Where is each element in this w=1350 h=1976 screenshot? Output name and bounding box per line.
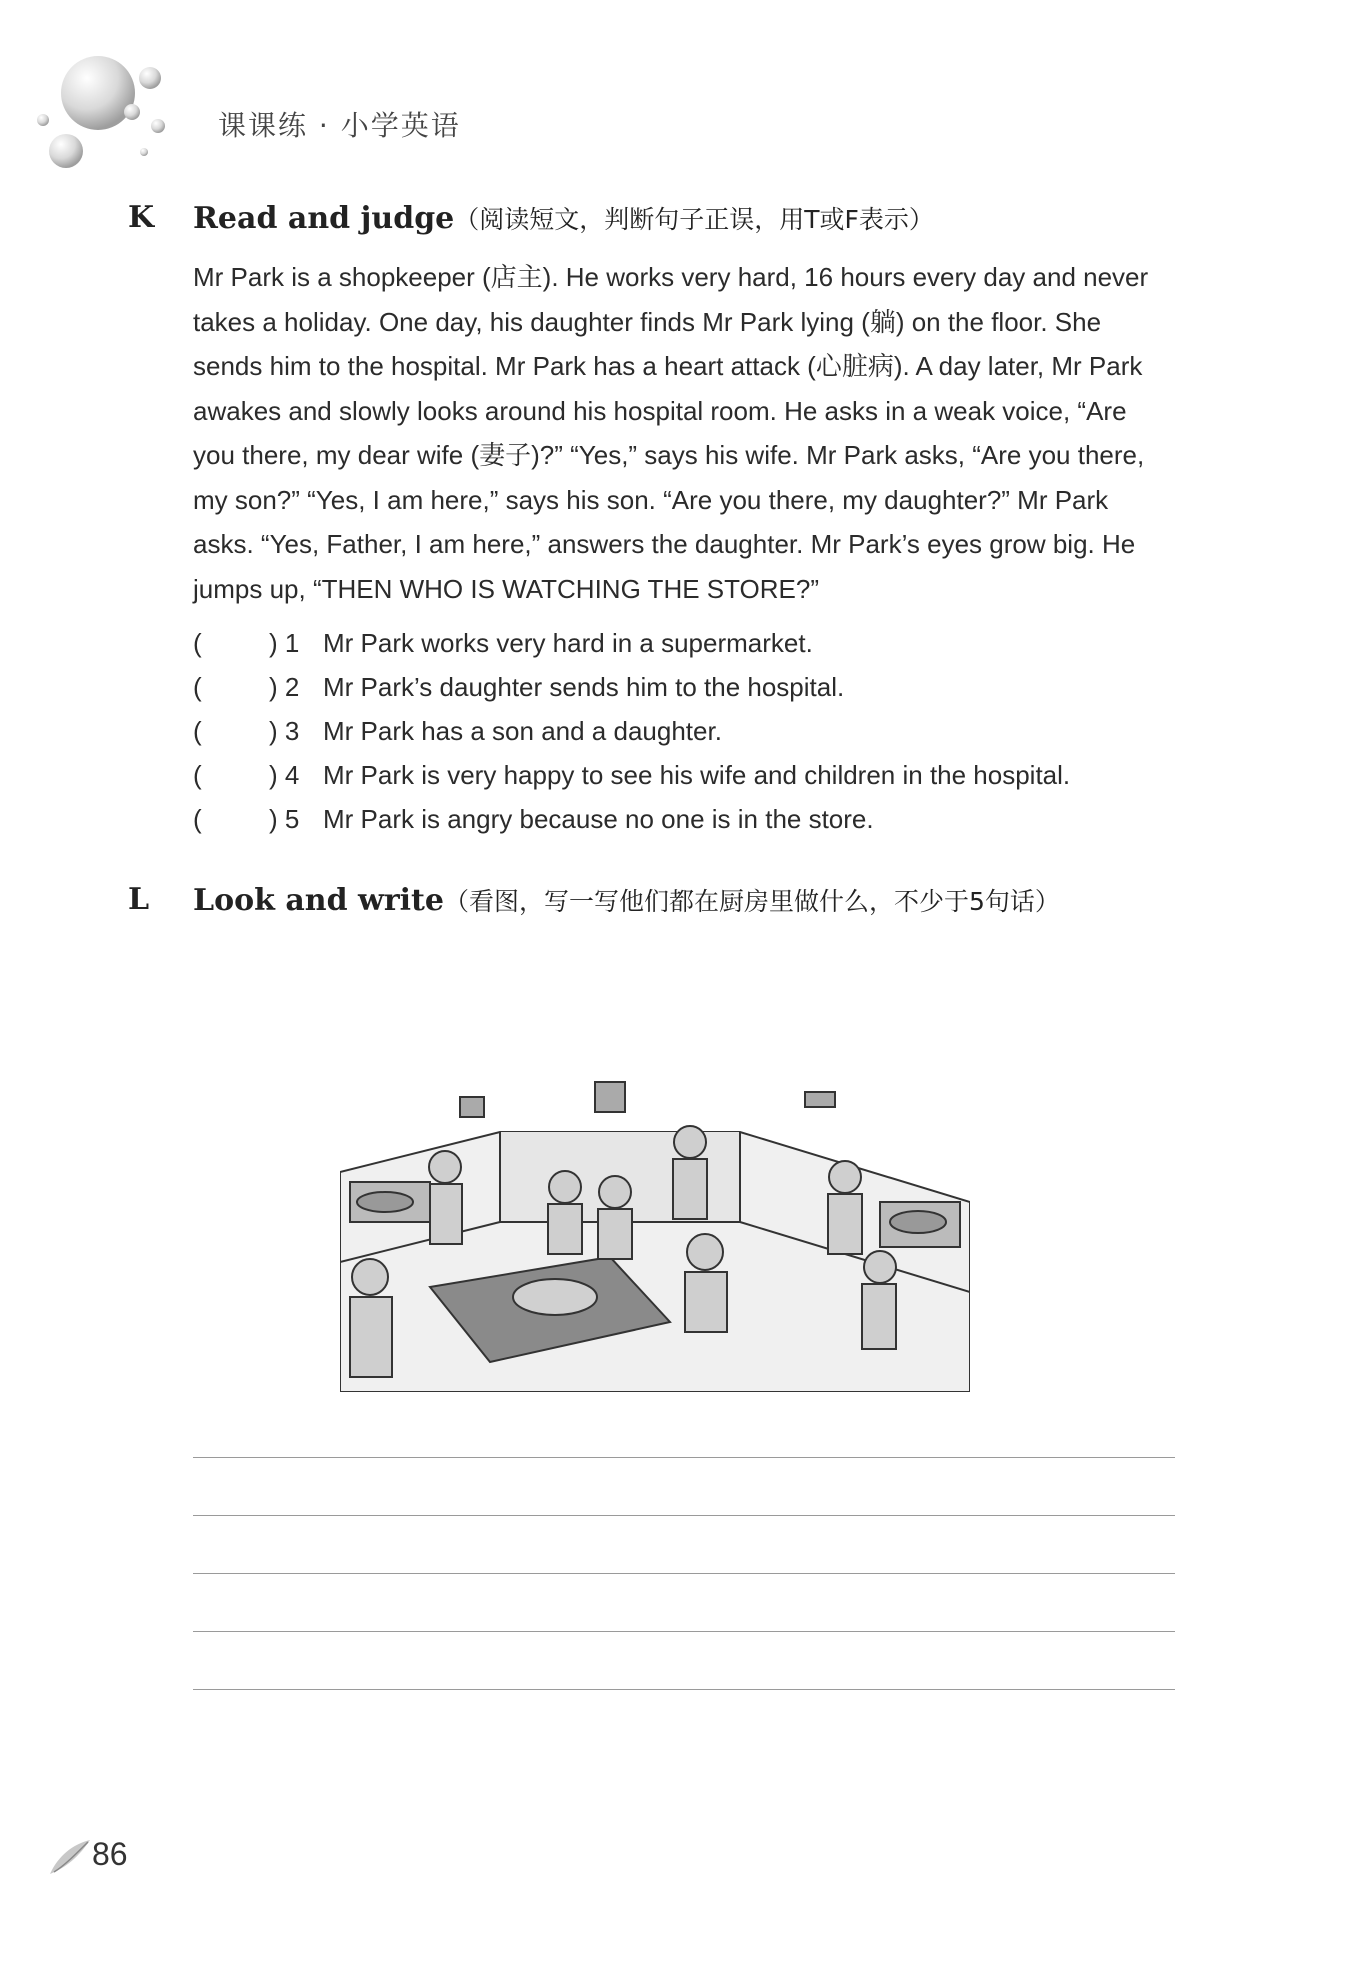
question-number-2: ) 2 bbox=[269, 672, 300, 702]
writing-line-5[interactable] bbox=[193, 1689, 1175, 1690]
section-k-title: Read and judge bbox=[193, 201, 455, 236]
question-number-3: ) 3 bbox=[269, 716, 300, 746]
kitchen-illustration bbox=[340, 1062, 970, 1392]
section-l-instruction: （看图，写一写他们都在厨房里做什么，不少于5句话） bbox=[444, 887, 1060, 916]
answer-blank-5[interactable]: ( bbox=[193, 804, 202, 834]
section-l-heading bbox=[193, 882, 1060, 918]
answer-blank-1[interactable]: ( bbox=[193, 628, 202, 658]
book-series-title: 课课练 · 小学英语 bbox=[218, 109, 461, 142]
section-k-instruction: （阅读短文，判断句子正误，用T或F表示） bbox=[454, 205, 934, 234]
question-number-5: ) 5 bbox=[269, 804, 300, 834]
page-number: 86 bbox=[92, 1836, 128, 1872]
question-number-4: ) 4 bbox=[269, 760, 300, 790]
leaf-decoration-icon bbox=[48, 1836, 92, 1876]
answer-blank-4[interactable]: ( bbox=[193, 760, 202, 790]
question-text-3: Mr Park has a son and a daughter. bbox=[323, 716, 722, 746]
writing-line-2[interactable] bbox=[193, 1515, 1175, 1516]
section-k-heading bbox=[193, 200, 934, 236]
answer-blank-3[interactable]: ( bbox=[193, 716, 202, 746]
answer-blank-2[interactable]: ( bbox=[193, 672, 202, 702]
question-text-1: Mr Park works very hard in a supermarket. bbox=[323, 628, 813, 658]
bubbles-decoration-icon bbox=[28, 48, 178, 178]
writing-line-3[interactable] bbox=[193, 1573, 1175, 1574]
section-k-letter: K bbox=[128, 200, 155, 235]
question-text-5: Mr Park is angry because no one is in the store. bbox=[323, 804, 874, 834]
section-l-title: Look and write bbox=[193, 883, 444, 918]
passage-text: Mr Park is a shopkeeper (店主). He works very hard, 16 hours every day and never takes a holiday. One day, his daughter finds Mr Park lying (躺) on the floor. She sends him to the hospital. Mr Park has a heart attack (心脏病). A day later, Mr Park awakes and slowly looks around his hospital room. He asks in a weak voice, “Are you there, my dear wife (妻子)?” “Yes,” says his wife. Mr Park asks, “Are you there, my son?” “Yes, I am here,” says his son. “Are you there, my daughter?” Mr Park asks. “Yes, Father, I am here,” answers the daughter. Mr Park’s eyes grow big. He jumps up, “THEN WHO IS WATCHING THE STORE?” bbox=[193, 262, 1149, 604]
section-l-letter: L bbox=[128, 882, 150, 917]
writing-line-4[interactable] bbox=[193, 1631, 1175, 1632]
question-number-1: ) 1 bbox=[269, 628, 300, 658]
writing-line-1[interactable] bbox=[193, 1457, 1175, 1458]
question-text-4: Mr Park is very happy to see his wife and children in the hospital. bbox=[323, 760, 1071, 790]
question-text-2: Mr Park’s daughter sends him to the hospital. bbox=[323, 672, 845, 702]
reading-passage bbox=[193, 255, 1173, 611]
